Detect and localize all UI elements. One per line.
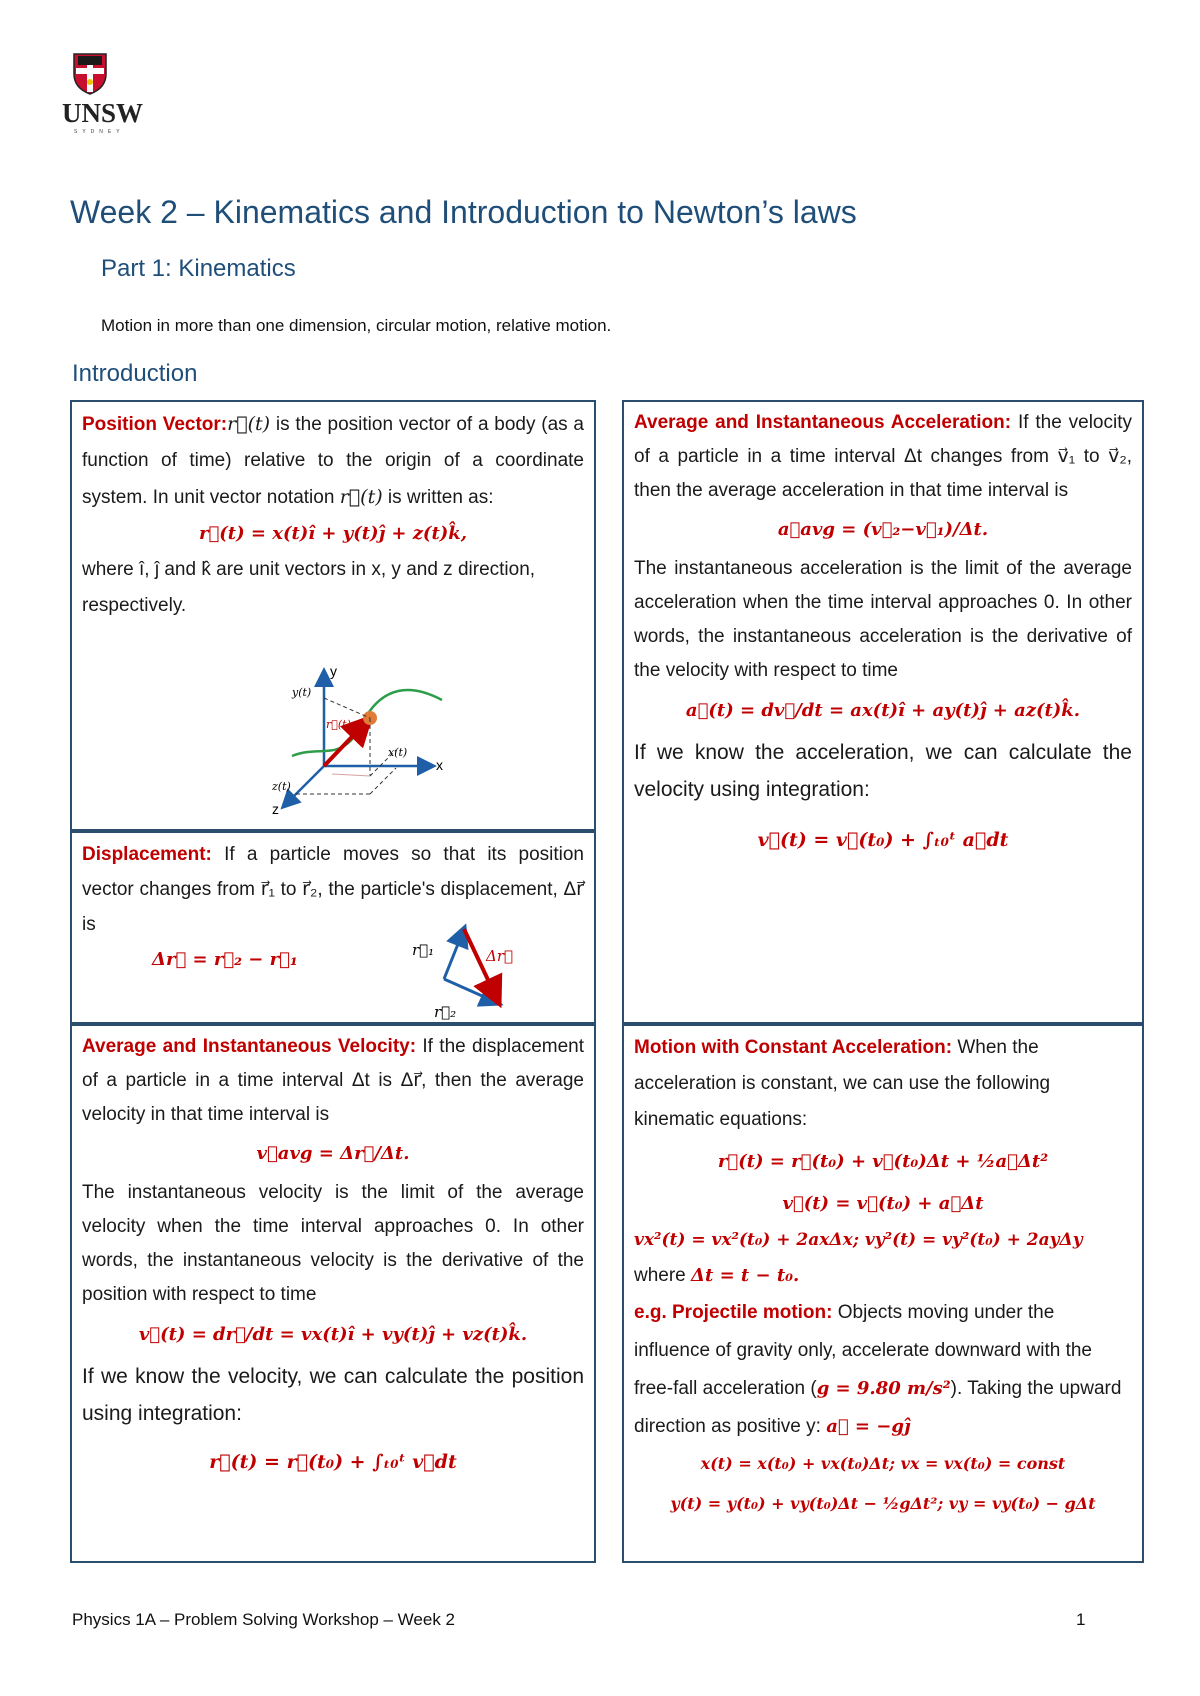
constant-head: Motion with Constant Acceleration: (634, 1037, 953, 1058)
subtitle: Motion in more than one dimension, circular motion, relative motion. (101, 316, 612, 335)
velocity-text3: If we know the velocity, we can calculate the position using integration: (82, 1365, 584, 1425)
fig-x-label: x (436, 757, 443, 773)
acceleration-text2: The instantaneous acceleration is the limit of the average acceleration when the time interval approaches 0. In other words, the instantaneous acceleration is the derivative of the velocity with respect to time (634, 558, 1132, 681)
constant-eq2: v⃗(t) = v⃗(t₀) + a⃗Δt (782, 1193, 984, 1214)
fig-r2-label: r⃗₂ (434, 1003, 457, 1021)
acceleration-cell (622, 400, 1144, 1024)
position-where: where î, ĵ and k̂ are unit vectors in x, y and z direction, respectively. (82, 559, 536, 616)
projectile-text2: ). Taking the upward direction as positive y: (634, 1378, 1122, 1437)
fig-r1-label: r⃗₁ (412, 941, 435, 959)
constant-where: where (634, 1265, 692, 1286)
velocity-text2: The instantaneous velocity is the limit of the average velocity when the time interval approaches 0. In other words, the instantaneous velocity is the derivative of the position with respect to time (82, 1182, 584, 1305)
constant-where-eq: Δt = t − t₀. (691, 1265, 800, 1286)
projectile-a-eq: a⃗ = −gĵ (826, 1416, 911, 1437)
velocity-cell (70, 1024, 596, 1563)
fig-y-label: y (330, 664, 337, 679)
projectile-g-eq: g = 9.80 m/s² (816, 1378, 951, 1399)
logo-subtext: SYDNEY (74, 129, 125, 135)
displacement-figure (412, 921, 532, 1021)
displacement-head: Displacement: (82, 844, 212, 865)
position-text1: is the position vector of a body (as a function of time) relative to the origin of a coordinate system. In unit vector notation (82, 414, 584, 508)
position-sym2: r⃗(t) (339, 486, 383, 508)
fig-z-label: z (272, 801, 279, 817)
projectile-eq5: y(t) = y(t₀) + vy(t₀)Δt − ½gΔt²; vy = vy(t₀) − gΔt (670, 1494, 1096, 1513)
summary-table (70, 400, 1144, 1563)
acceleration-derivative-equation: a⃗(t) = dv⃗/dt = ax(t)î + ay(t)ĵ + az(t)k̂. (685, 700, 1081, 721)
constant-text1: When the acceleration is constant, we can use the following kinematic equations: (634, 1037, 1051, 1130)
projectile-head: e.g. Projectile motion: (634, 1302, 833, 1323)
page-title: Week 2 – Kinematics and Introduction to Newton’s laws (70, 194, 857, 230)
position-equation: r⃗(t) = x(t)î + y(t)ĵ + z(t)k̂, (198, 523, 468, 544)
fig-dr-label: Δr⃗ (486, 947, 514, 965)
acceleration-text1: If the velocity of a particle in a time interval Δt changes from v⃗₁ to v⃗₂, then the average acceleration in that time interval is (634, 412, 1132, 501)
constant-acceleration-cell (622, 1024, 1144, 1563)
part-heading: Part 1: Kinematics (101, 255, 296, 282)
position-vector-cell (70, 400, 596, 831)
acceleration-head: Average and Instantaneous Acceleration: (634, 412, 1012, 433)
velocity-head: Average and Instantaneous Velocity: (82, 1036, 417, 1057)
position-vector-figure (272, 664, 512, 822)
projectile-text: Objects moving under the influence of gravity only, accelerate downward with the free-fall acceleration ( (634, 1302, 1093, 1399)
crest-icon (72, 52, 108, 96)
velocity-text1: If the displacement of a particle in a time interval Δt is Δr⃗, then the average velocity in that time interval is (82, 1036, 584, 1125)
displacement-cell (70, 831, 596, 1024)
displacement-equation: Δr⃗ = r⃗₂ − r⃗₁ (152, 949, 298, 970)
constant-eq3: vx²(t) = vx²(t₀) + 2axΔx; vy²(t) = vy²(t₀) + 2ayΔy (634, 1230, 1083, 1250)
acceleration-integral-equation: v⃗(t) = v⃗(t₀) + ∫ₜ₀ᵗ a⃗dt (757, 829, 1009, 851)
position-head: Position Vector: (82, 414, 228, 435)
section-heading: Introduction (72, 360, 198, 387)
unsw-logo (62, 52, 144, 135)
constant-eq1: r⃗(t) = r⃗(t₀) + v⃗(t₀)Δt + ½a⃗Δt² (717, 1151, 1049, 1172)
footer-text: Physics 1A – Problem Solving Workshop – Week 2 (72, 1610, 455, 1629)
fig-xt-label: x(t) (388, 746, 408, 759)
position-sym: r⃗(t) (227, 413, 271, 435)
acceleration-text3: If we know the acceleration, we can calculate the velocity using integration: (634, 741, 1132, 801)
displacement-text: If a particle moves so that its position vector changes from r⃗₁ to r⃗₂, the particle's displacement, Δr⃗ is (82, 844, 584, 935)
velocity-derivative-equation: v⃗(t) = dr⃗/dt = vx(t)î + vy(t)ĵ + vz(t)k̂. (138, 1324, 528, 1345)
acceleration-avg-equation: a⃗avg = (v⃗₂−v⃗₁)/Δt. (777, 519, 989, 540)
logo-text: UNSW (62, 98, 144, 128)
projectile-eq4: x(t) = x(t₀) + vx(t₀)Δt; vx = vx(t₀) = const (700, 1454, 1066, 1473)
fig-zt-label: z(t) (272, 780, 291, 793)
position-text2: is written as: (382, 487, 494, 508)
velocity-avg-equation: v⃗avg = Δr⃗/Δt. (256, 1143, 410, 1164)
velocity-integral-equation: r⃗(t) = r⃗(t₀) + ∫ₜ₀ᵗ v⃗dt (209, 1451, 457, 1473)
fig-rt-label: r⃗(t) (326, 718, 351, 731)
page-number: 1 (1076, 1610, 1086, 1629)
fig-yt-label: y(t) (292, 686, 312, 699)
